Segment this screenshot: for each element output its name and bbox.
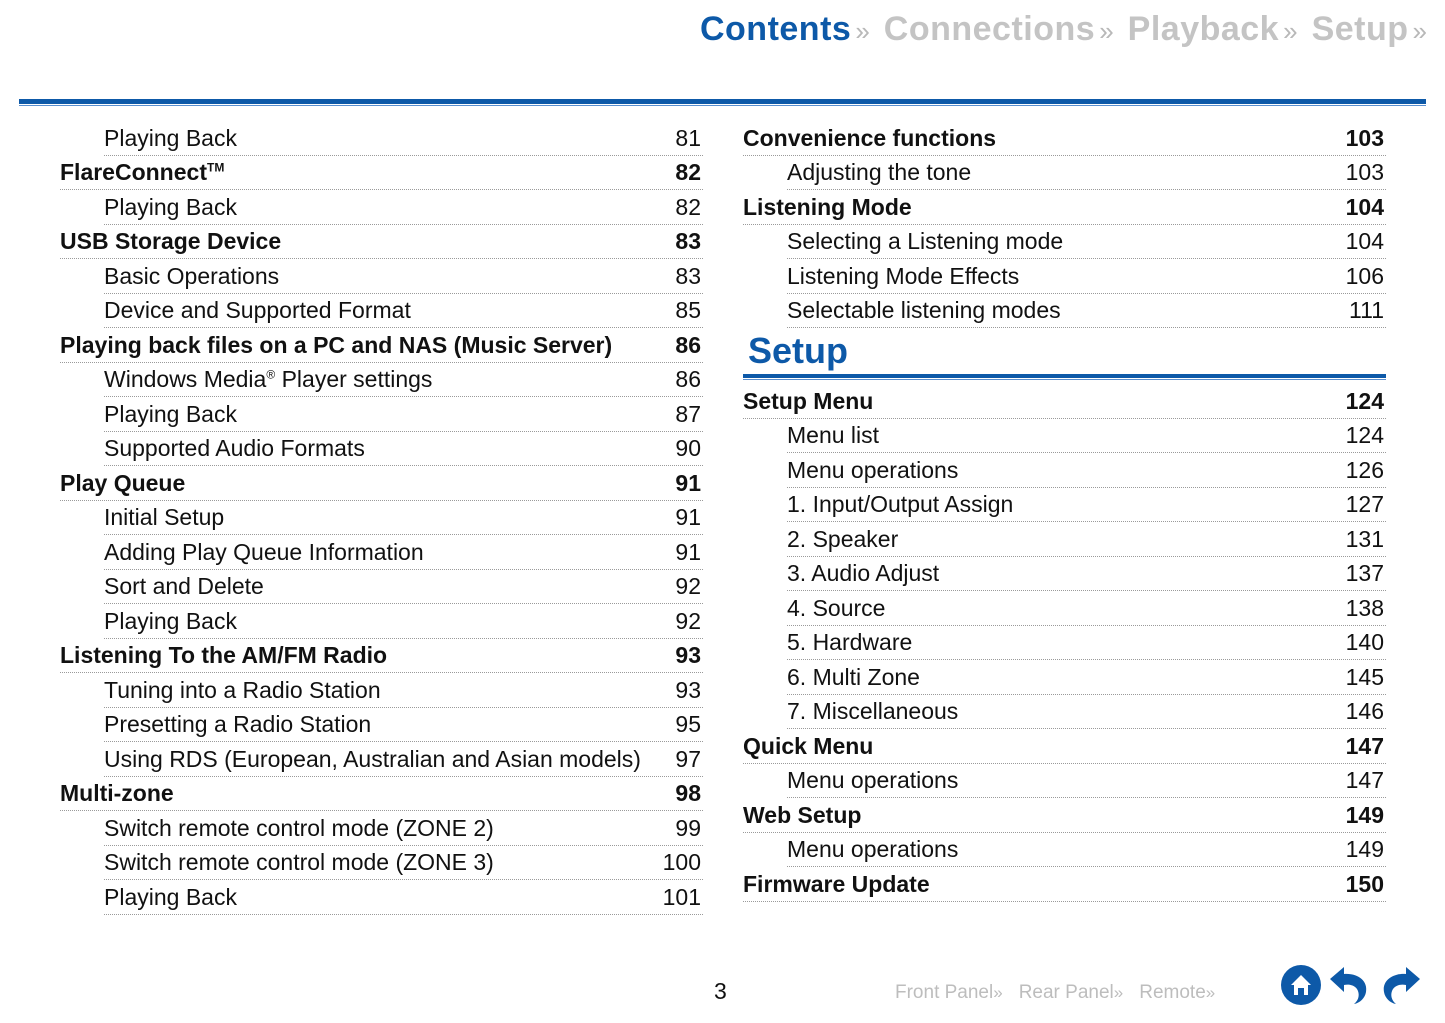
section-divider bbox=[743, 374, 1386, 378]
header-divider bbox=[19, 99, 1426, 104]
toc-entry-page: 81 bbox=[675, 124, 701, 151]
section-heading bbox=[743, 328, 1386, 371]
toc-entry-page: 104 bbox=[1345, 193, 1384, 220]
toc-entry-title: FlareConnect™ bbox=[60, 159, 225, 185]
toc-entry-title: Selectable listening modes bbox=[787, 297, 1061, 323]
toc-entry-title: Windows Media® Player settings bbox=[104, 366, 433, 392]
toc-entry-page: 82 bbox=[675, 193, 701, 220]
toc-entry-title: Firmware Update bbox=[743, 870, 930, 897]
toc-entry-heading[interactable] bbox=[60, 156, 703, 191]
toc-entry-page: 140 bbox=[1345, 629, 1384, 655]
toc-entry-title: Adjusting the tone bbox=[787, 159, 972, 185]
toc-entry-title: 6. Multi Zone bbox=[787, 663, 920, 690]
toc-entry-page: 91 bbox=[675, 538, 701, 565]
toc-entry-title: Using RDS (European, Australian and Asian models) bbox=[104, 745, 641, 772]
toc-entry-page: 86 bbox=[675, 366, 701, 392]
toc-entry-page: 111 bbox=[1349, 297, 1384, 323]
toc-entry-page: 92 bbox=[675, 573, 701, 599]
toc-entry-page: 124 bbox=[1345, 387, 1384, 414]
toc-entry[interactable] bbox=[787, 660, 1386, 695]
toc-entry-page: 126 bbox=[1345, 456, 1384, 483]
toc-entry-title: 7. Miscellaneous bbox=[787, 698, 959, 724]
toc-entry[interactable] bbox=[787, 488, 1386, 523]
toc-entry-title: Play Queue bbox=[60, 469, 186, 496]
forward-icon[interactable] bbox=[1378, 965, 1422, 1005]
toc-entry-title: 5. Hardware bbox=[787, 629, 913, 655]
toc-entry[interactable] bbox=[787, 259, 1386, 294]
toc-entry-page: 83 bbox=[675, 228, 701, 254]
toc-entry[interactable] bbox=[104, 811, 703, 846]
chevron-icon: » bbox=[1099, 16, 1114, 46]
toc-entry-page: 103 bbox=[1345, 159, 1384, 185]
toc-entry[interactable] bbox=[104, 259, 703, 294]
toc-entry-title: Selecting a Listening mode bbox=[787, 228, 1064, 254]
nav-playback[interactable]: Playback bbox=[1127, 10, 1280, 48]
toc-entry-page: 149 bbox=[1345, 836, 1384, 862]
toc-entry[interactable] bbox=[104, 570, 703, 605]
toc-entry-title: Menu operations bbox=[787, 836, 959, 862]
toc-entry-heading[interactable] bbox=[60, 466, 703, 501]
home-icon[interactable] bbox=[1280, 964, 1322, 1006]
toc-entry-title: Web Setup bbox=[743, 801, 862, 828]
nav-contents[interactable]: Contents bbox=[699, 10, 852, 48]
toc-entry-title: Playing Back bbox=[104, 607, 237, 634]
chevron-icon: » bbox=[1412, 16, 1427, 46]
toc-entry-title: Adding Play Queue Information bbox=[104, 538, 424, 565]
toc-entry[interactable] bbox=[787, 522, 1386, 557]
toc-entry-title: Initial Setup bbox=[104, 504, 225, 530]
toc-entry-title: Menu operations bbox=[787, 456, 959, 483]
toc-entry-page: 149 bbox=[1345, 801, 1384, 828]
chevron-icon: » bbox=[1283, 16, 1298, 46]
toc-entry-page: 97 bbox=[675, 745, 701, 772]
toc-entry-title: Setup Menu bbox=[743, 387, 874, 414]
toc-entry-title: 1. Input/Output Assign bbox=[787, 491, 1014, 517]
toc-entry-page: 82 bbox=[675, 159, 701, 185]
toc-entry-page: 147 bbox=[1345, 767, 1384, 793]
toc-entry-page: 106 bbox=[1345, 262, 1384, 289]
toc-entry[interactable] bbox=[104, 604, 703, 639]
toc-entry-page: 92 bbox=[675, 607, 701, 634]
toc-entry-heading[interactable] bbox=[743, 867, 1386, 902]
toc-entry[interactable] bbox=[104, 363, 703, 398]
nav-connections[interactable]: Connections bbox=[883, 10, 1096, 48]
toc-entry-heading[interactable] bbox=[60, 328, 703, 363]
toc-entry[interactable] bbox=[104, 190, 703, 225]
toc-entry[interactable] bbox=[104, 742, 703, 777]
toc-entry-heading[interactable] bbox=[743, 729, 1386, 764]
toc-entry[interactable] bbox=[104, 432, 703, 467]
toc-entry-title: Playing Back bbox=[104, 400, 237, 427]
toc-entry-page: 137 bbox=[1345, 560, 1384, 586]
toc-entry[interactable] bbox=[104, 846, 703, 881]
toc-entry-page: 87 bbox=[675, 400, 701, 427]
toc-entry-title: Listening To the AM/FM Radio bbox=[60, 642, 388, 668]
toc-entry-page: 101 bbox=[662, 883, 701, 910]
toc-entry[interactable] bbox=[787, 695, 1386, 730]
section-divider-thin bbox=[743, 379, 1386, 380]
toc-entry-title: Device and Supported Format bbox=[104, 297, 411, 323]
toc-left-column bbox=[60, 121, 703, 915]
toc-entry-title: Tuning into a Radio Station bbox=[104, 676, 381, 703]
top-navigation bbox=[700, 10, 1427, 49]
toc-entry-title: Multi-zone bbox=[60, 780, 174, 806]
toc-entry-heading[interactable] bbox=[60, 639, 703, 674]
toc-entry-title: Switch remote control mode (ZONE 3) bbox=[104, 849, 494, 875]
toc-entry-heading[interactable] bbox=[743, 384, 1386, 419]
toc-entry[interactable] bbox=[787, 833, 1386, 868]
toc-entry-page: 147 bbox=[1345, 732, 1384, 759]
toc-entry-title: 2. Speaker bbox=[787, 525, 899, 552]
toc-entry-page: 95 bbox=[675, 711, 701, 737]
toc-entry-page: 83 bbox=[675, 262, 701, 289]
toc-entry-page: 104 bbox=[1345, 228, 1384, 254]
footer-icons bbox=[1280, 964, 1422, 1006]
toc-entry[interactable] bbox=[104, 501, 703, 536]
toc-entry[interactable] bbox=[787, 453, 1386, 488]
toc-entry-title: Playing Back bbox=[104, 193, 237, 220]
toc-entry-page: 124 bbox=[1345, 422, 1384, 448]
toc-entry-title: Sort and Delete bbox=[104, 573, 264, 599]
section-heading-setup: Setup bbox=[748, 330, 849, 371]
nav-setup[interactable]: Setup bbox=[1311, 10, 1409, 48]
page-number: 3 bbox=[714, 978, 727, 1004]
toc-entry-page: 127 bbox=[1345, 491, 1384, 517]
toc-entry[interactable] bbox=[787, 294, 1386, 329]
toc-entry-title: Switch remote control mode (ZONE 2) bbox=[104, 814, 494, 841]
toc-entry-page: 91 bbox=[675, 504, 701, 530]
toc-entry-page: 146 bbox=[1345, 698, 1384, 724]
toc-entry-page: 93 bbox=[675, 642, 701, 668]
toc-entry[interactable] bbox=[787, 626, 1386, 661]
toc-entry-title: Listening Mode bbox=[743, 193, 912, 220]
toc-entry-page: 100 bbox=[662, 849, 701, 875]
footer-link-rear-panel[interactable]: Rear Panel» bbox=[1018, 982, 1124, 1003]
back-icon[interactable] bbox=[1328, 965, 1372, 1005]
toc-entry[interactable] bbox=[104, 535, 703, 570]
toc-entry-title: Basic Operations bbox=[104, 262, 280, 289]
toc-entry-title: USB Storage Device bbox=[60, 228, 282, 254]
footer-navigation bbox=[895, 982, 1231, 1004]
toc-entry-page: 91 bbox=[675, 469, 701, 496]
toc-entry-page: 99 bbox=[675, 814, 701, 841]
toc-entry[interactable] bbox=[787, 225, 1386, 260]
toc-entry-title: Menu list bbox=[787, 422, 880, 448]
toc-entry-title: 3. Audio Adjust bbox=[787, 560, 940, 586]
toc-entry-title: Supported Audio Formats bbox=[104, 435, 365, 461]
toc-entry[interactable] bbox=[787, 156, 1386, 191]
chevron-icon: » bbox=[855, 16, 870, 46]
toc-entry-page: 90 bbox=[675, 435, 701, 461]
toc-entry[interactable] bbox=[104, 397, 703, 432]
toc-entry-page: 131 bbox=[1345, 525, 1384, 552]
toc-entry[interactable] bbox=[104, 880, 703, 915]
toc-entry[interactable] bbox=[104, 708, 703, 743]
toc-entry-title: 4. Source bbox=[787, 594, 886, 621]
toc-entry-title: Menu operations bbox=[787, 767, 959, 793]
toc-entry-title: Quick Menu bbox=[743, 732, 874, 759]
toc-entry-page: 93 bbox=[675, 676, 701, 703]
toc-entry-page: 98 bbox=[675, 780, 701, 806]
toc-entry[interactable] bbox=[787, 764, 1386, 799]
toc-entry-page: 150 bbox=[1345, 870, 1384, 897]
toc-entry-page: 85 bbox=[675, 297, 701, 323]
footer-link-front-panel[interactable]: Front Panel» bbox=[895, 982, 1003, 1003]
toc-entry-title: Presetting a Radio Station bbox=[104, 711, 372, 737]
toc-entry[interactable] bbox=[787, 557, 1386, 592]
header-divider-thin bbox=[19, 105, 1426, 106]
toc-entry-heading[interactable] bbox=[60, 225, 703, 260]
toc-entry-heading[interactable] bbox=[743, 121, 1386, 156]
toc-entry-title: Playing Back bbox=[104, 124, 237, 151]
toc-entry-page: 103 bbox=[1345, 124, 1384, 151]
toc-entry[interactable] bbox=[104, 673, 703, 708]
toc-entry-title: Listening Mode Effects bbox=[787, 262, 1020, 289]
toc-entry-page: 86 bbox=[675, 331, 701, 358]
toc-entry-heading[interactable] bbox=[743, 798, 1386, 833]
toc-entry-page: 138 bbox=[1345, 594, 1384, 621]
toc-entry-title: Playing Back bbox=[104, 883, 237, 910]
toc-entry-heading[interactable] bbox=[743, 190, 1386, 225]
toc-right-column bbox=[743, 121, 1386, 902]
toc-entry[interactable] bbox=[104, 294, 703, 329]
toc-entry-page: 145 bbox=[1345, 663, 1384, 690]
toc-entry-title: Convenience functions bbox=[743, 124, 997, 151]
footer-link-remote[interactable]: Remote» bbox=[1139, 982, 1216, 1003]
toc-entry[interactable] bbox=[104, 121, 703, 156]
toc-entry[interactable] bbox=[787, 591, 1386, 626]
toc-entry-title: Playing back files on a PC and NAS (Music Server) bbox=[60, 331, 613, 358]
toc-entry-heading[interactable] bbox=[60, 777, 703, 812]
toc-entry[interactable] bbox=[787, 419, 1386, 454]
